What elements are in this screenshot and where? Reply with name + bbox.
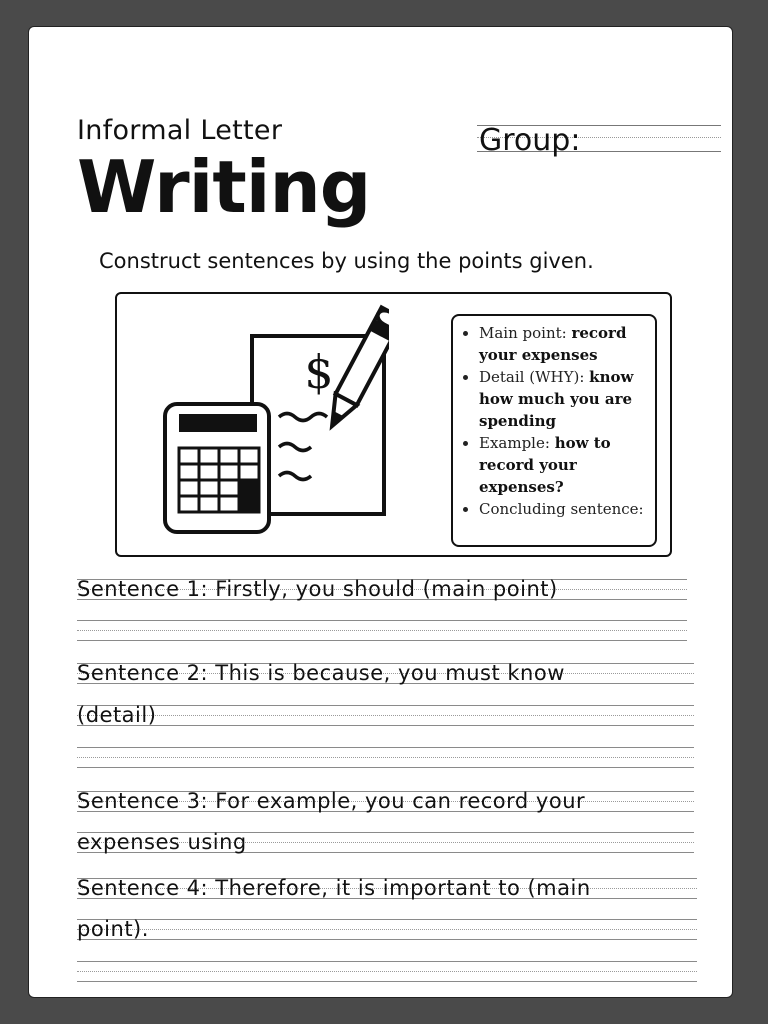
point-text: record your expenses bbox=[479, 324, 627, 364]
writing-lines[interactable] bbox=[77, 747, 694, 767]
worksheet-page bbox=[28, 26, 733, 998]
point-label: Detail (WHY): bbox=[479, 368, 590, 386]
point-main bbox=[479, 322, 647, 366]
writing-lines[interactable] bbox=[77, 705, 694, 725]
dollar-icon: $ bbox=[304, 345, 334, 399]
sentence-4-prompt: Sentence 4: Therefore, it is important to (main bbox=[77, 876, 591, 900]
sentence-3-continuation: expenses using bbox=[77, 830, 247, 854]
worksheet-subtitle: Informal Letter bbox=[77, 115, 283, 146]
points-list-box bbox=[451, 314, 657, 547]
point-label: Example: bbox=[479, 434, 555, 452]
calculator-icon bbox=[165, 404, 269, 532]
point-label: Concluding sentence: bbox=[479, 500, 644, 518]
point-concluding bbox=[479, 498, 647, 520]
sentence-2-continuation: (detail) bbox=[77, 703, 157, 727]
writing-lines[interactable] bbox=[77, 919, 697, 939]
writing-lines[interactable] bbox=[77, 620, 687, 640]
writing-lines[interactable] bbox=[77, 961, 697, 981]
point-detail bbox=[479, 366, 647, 432]
point-label: Main point: bbox=[479, 324, 572, 342]
points-panel bbox=[115, 292, 672, 557]
point-text: how to record your expenses? bbox=[479, 434, 611, 496]
instruction-text: Construct sentences by using the points given. bbox=[99, 249, 594, 273]
sentence-3-prompt: Sentence 3: For example, you can record your bbox=[77, 789, 586, 813]
point-example bbox=[479, 432, 647, 498]
sentence-2-prompt: Sentence 2: This is because, you must know bbox=[77, 661, 565, 685]
point-text: know how much you are spending bbox=[479, 368, 634, 430]
sentence-4-continuation: point). bbox=[77, 917, 149, 941]
sentence-1-prompt: Sentence 1: Firstly, you should (main point) bbox=[77, 577, 558, 601]
group-label: Group: bbox=[479, 123, 581, 158]
expenses-illustration bbox=[139, 296, 389, 536]
worksheet-title: Writing bbox=[77, 145, 371, 229]
